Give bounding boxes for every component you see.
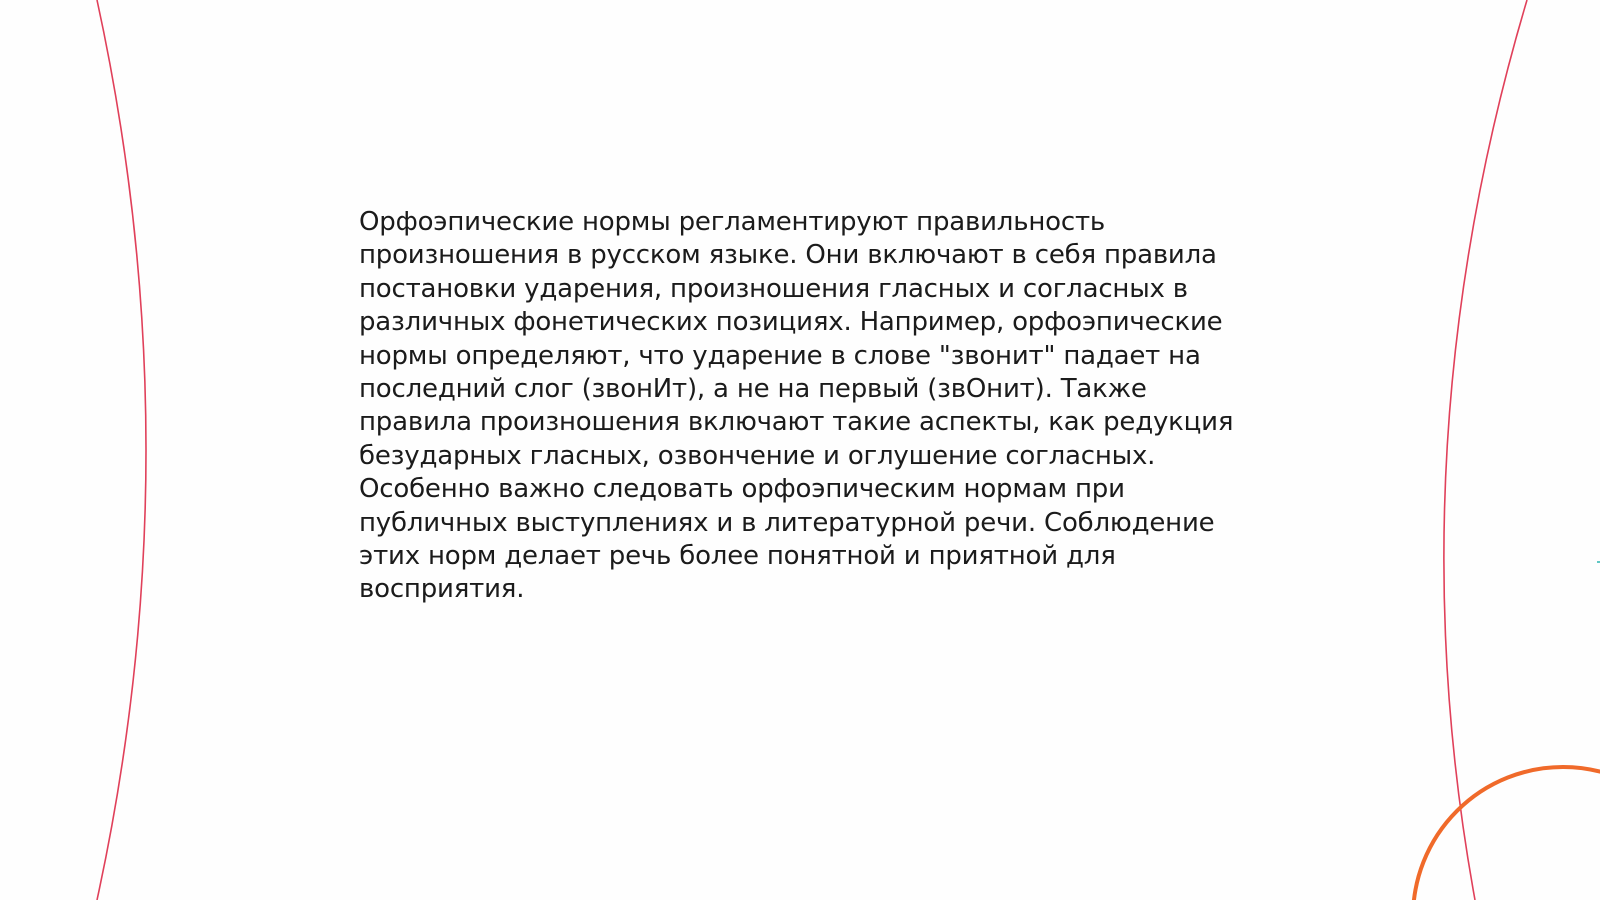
- paragraph-line: Особенно важно следовать орфоэпическим нормам при: [359, 474, 1125, 505]
- left-arc-line: [97, 0, 146, 900]
- paragraph-line: безударных гласных, озвончение и оглушение согласных.: [359, 440, 1156, 471]
- paragraph-line: правила произношения включают такие аспекты, как редукция: [359, 407, 1234, 438]
- paragraph-line: Орфоэпические нормы регламентируют правильность: [359, 207, 1106, 237]
- paragraph-line: последний слог (звонИт), а не на первый (звОнит). Также: [359, 374, 1147, 405]
- paragraph-line: нормы определяют, что ударение в слове "звонит" падает на: [359, 340, 1201, 371]
- corner-circle-outline: [1413, 767, 1600, 900]
- paragraph-line: постановки ударения, произношения гласных и согласных в: [359, 273, 1188, 304]
- paragraph-line: различных фонетических позициях. Например, орфоэпические: [359, 307, 1223, 338]
- paragraph-line: публичных выступлениях и в литературной речи. Соблюдение: [359, 507, 1215, 538]
- paragraph-line: восприятия.: [359, 574, 525, 605]
- paragraph-line: этих норм делает речь более понятной и приятной для: [359, 541, 1116, 572]
- main-paragraph: [359, 206, 1259, 607]
- right-arc-line: [1444, 0, 1527, 900]
- paragraph-line: произношения в русском языке. Они включают в себя правила: [359, 240, 1217, 271]
